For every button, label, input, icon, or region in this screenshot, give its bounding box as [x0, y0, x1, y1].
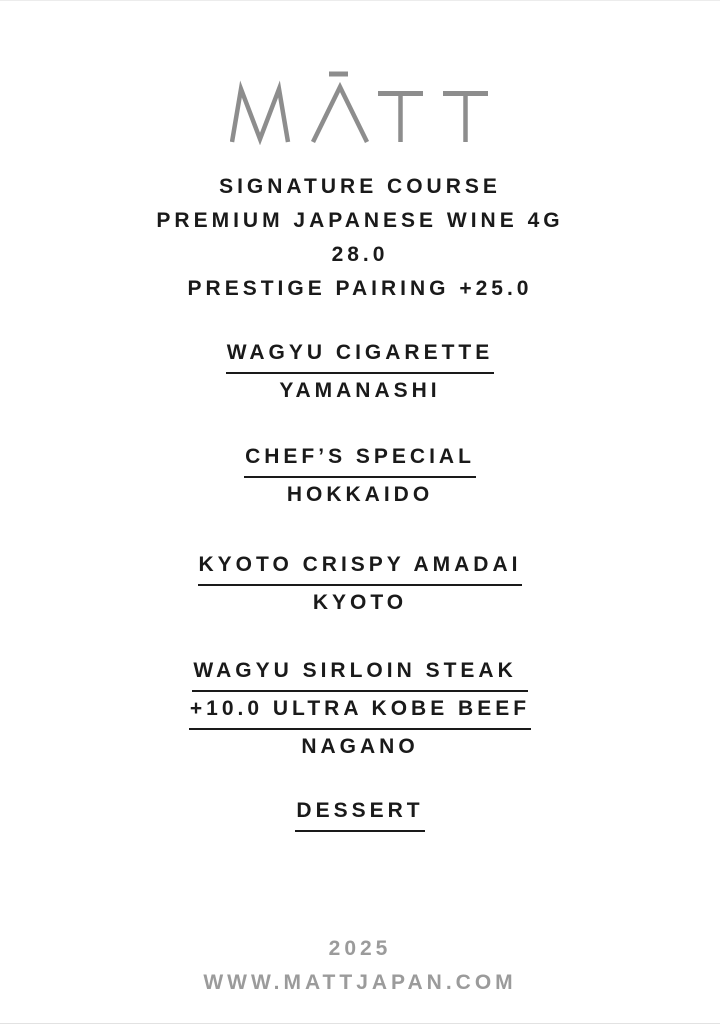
footer: [0, 932, 720, 1000]
footer-year: 2025: [328, 937, 392, 960]
item-title-text: DESSERT: [295, 794, 424, 832]
course-wine-line: PREMIUM JAPANESE WINE 4G: [156, 209, 564, 232]
item-region: NAGANO: [301, 735, 419, 758]
item-title-upgrade: [0, 692, 720, 730]
menu-item-dessert: [0, 794, 720, 832]
item-title-text: WAGYU CIGARETTE: [226, 336, 495, 374]
logo: [0, 1, 720, 145]
item-title: [0, 440, 720, 478]
item-region: KYOTO: [312, 591, 408, 614]
item-title: [0, 336, 720, 374]
item-title-text: WAGYU SIRLOIN STEAK: [192, 654, 527, 692]
logo-letter-a: [313, 87, 367, 142]
item-region: YAMANASHI: [279, 379, 441, 402]
course-price: 28.0: [331, 243, 389, 266]
course-title: SIGNATURE COURSE: [219, 175, 501, 198]
menu-item-wagyu-sirloin-steak: [0, 654, 720, 764]
footer-website: WWW.MATTJAPAN.COM: [203, 971, 517, 994]
item-title: [0, 794, 720, 832]
course-pairing: PRESTIGE PAIRING +25.0: [187, 277, 533, 300]
item-title: [0, 654, 720, 692]
item-title-text: +10.0 ULTRA KOBE BEEF: [189, 692, 531, 730]
logo-letter-m: [232, 89, 288, 142]
menu-item-kyoto-crispy-amadai: [0, 548, 720, 620]
item-title-text: CHEF’S SPECIAL: [244, 440, 476, 478]
item-region: HOKKAIDO: [286, 483, 434, 506]
menu-item-wagyu-cigarette: [0, 336, 720, 408]
course-header: [0, 170, 720, 306]
matt-logo-icon: [230, 69, 490, 145]
item-title: [0, 548, 720, 586]
item-title-text: KYOTO CRISPY AMADAI: [198, 548, 523, 586]
menu-item-chefs-special: [0, 440, 720, 512]
